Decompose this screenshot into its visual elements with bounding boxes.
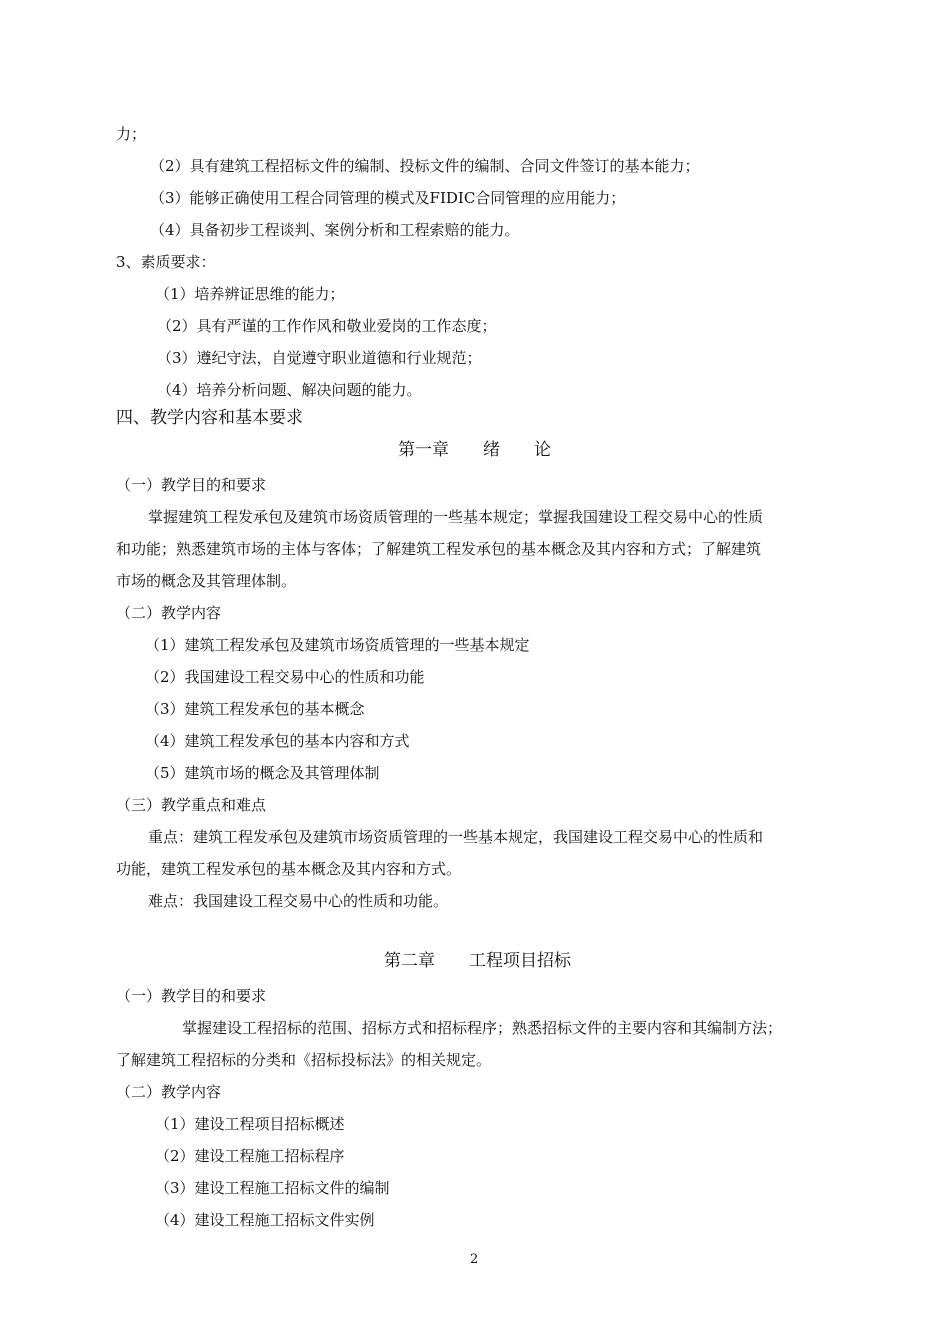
paragraph-line: 掌握建设工程招标的范围、招标方式和招标程序；熟悉招标文件的主要内容和其编制方法； <box>182 1019 783 1037</box>
section-heading: 四、教学内容和基本要求 <box>116 408 303 428</box>
paragraph-line: 难点：我国建设工程交易中心的性质和功能。 <box>148 892 449 910</box>
paragraph-line: 力； <box>116 125 147 143</box>
paragraph-line: 和功能；熟悉建筑市场的主体与客体；了解建筑工程发承包的基本概念及其内容和方式；了解建筑 <box>116 540 762 558</box>
list-item: （4）培养分析问题、解决问题的能力。 <box>157 381 422 399</box>
list-item: （3）建筑工程发承包的基本概念 <box>145 700 365 718</box>
section-heading: 3、素质要求： <box>116 253 216 271</box>
list-item: （1）建设工程项目招标概述 <box>155 1115 345 1133</box>
paragraph-line: 掌握建筑工程发承包及建筑市场资质管理的一些基本规定；掌握我国建设工程交易中心的性质 <box>148 508 764 526</box>
list-item: （3）能够正确使用工程合同管理的模式及FIDIC合同管理的应用能力； <box>150 189 626 207</box>
subsection-heading: （二）教学内容 <box>116 604 222 622</box>
list-item: （2）具有建筑工程招标文件的编制、投标文件的编制、合同文件签订的基本能力； <box>150 157 700 175</box>
list-item: （5）建筑市场的概念及其管理体制 <box>145 764 380 782</box>
list-item: （4）建设工程施工招标文件实例 <box>155 1211 375 1229</box>
list-item: （3）遵纪守法，自觉遵守职业道德和行业规范； <box>157 349 482 367</box>
subsection-heading: （一）教学目的和要求 <box>116 476 267 494</box>
paragraph-line: 市场的概念及其管理体制。 <box>116 572 297 590</box>
list-item: （1）建筑工程发承包及建筑市场资质管理的一些基本规定 <box>145 636 530 654</box>
page-number: 2 <box>470 1252 479 1267</box>
list-item: （1）培养辨证思维的能力； <box>155 285 345 303</box>
list-item: （4）具备初步工程谈判、案例分析和工程索赔的能力。 <box>150 221 520 239</box>
list-item: （3）建设工程施工招标文件的编制 <box>155 1179 390 1197</box>
paragraph-line: 了解建筑工程招标的分类和《招标投标法》的相关规定。 <box>116 1051 492 1069</box>
subsection-heading: （二）教学内容 <box>116 1083 222 1101</box>
list-item: （2）具有严谨的工作作风和敬业爱岗的工作态度； <box>157 317 497 335</box>
chapter-title: 第二章 工程项目招标 <box>384 951 571 971</box>
chapter-title: 第一章 绪 论 <box>398 440 551 460</box>
subsection-heading: （一）教学目的和要求 <box>116 987 267 1005</box>
list-item: （2）我国建设工程交易中心的性质和功能 <box>145 668 425 686</box>
paragraph-line: 重点：建筑工程发承包及建筑市场资质管理的一些基本规定，我国建设工程交易中心的性质和 <box>148 828 764 846</box>
paragraph-line: 功能，建筑工程发承包的基本概念及其内容和方式。 <box>116 860 462 878</box>
list-item: （2）建设工程施工招标程序 <box>155 1147 345 1165</box>
subsection-heading: （三）教学重点和难点 <box>116 796 267 814</box>
list-item: （4）建筑工程发承包的基本内容和方式 <box>145 732 410 750</box>
